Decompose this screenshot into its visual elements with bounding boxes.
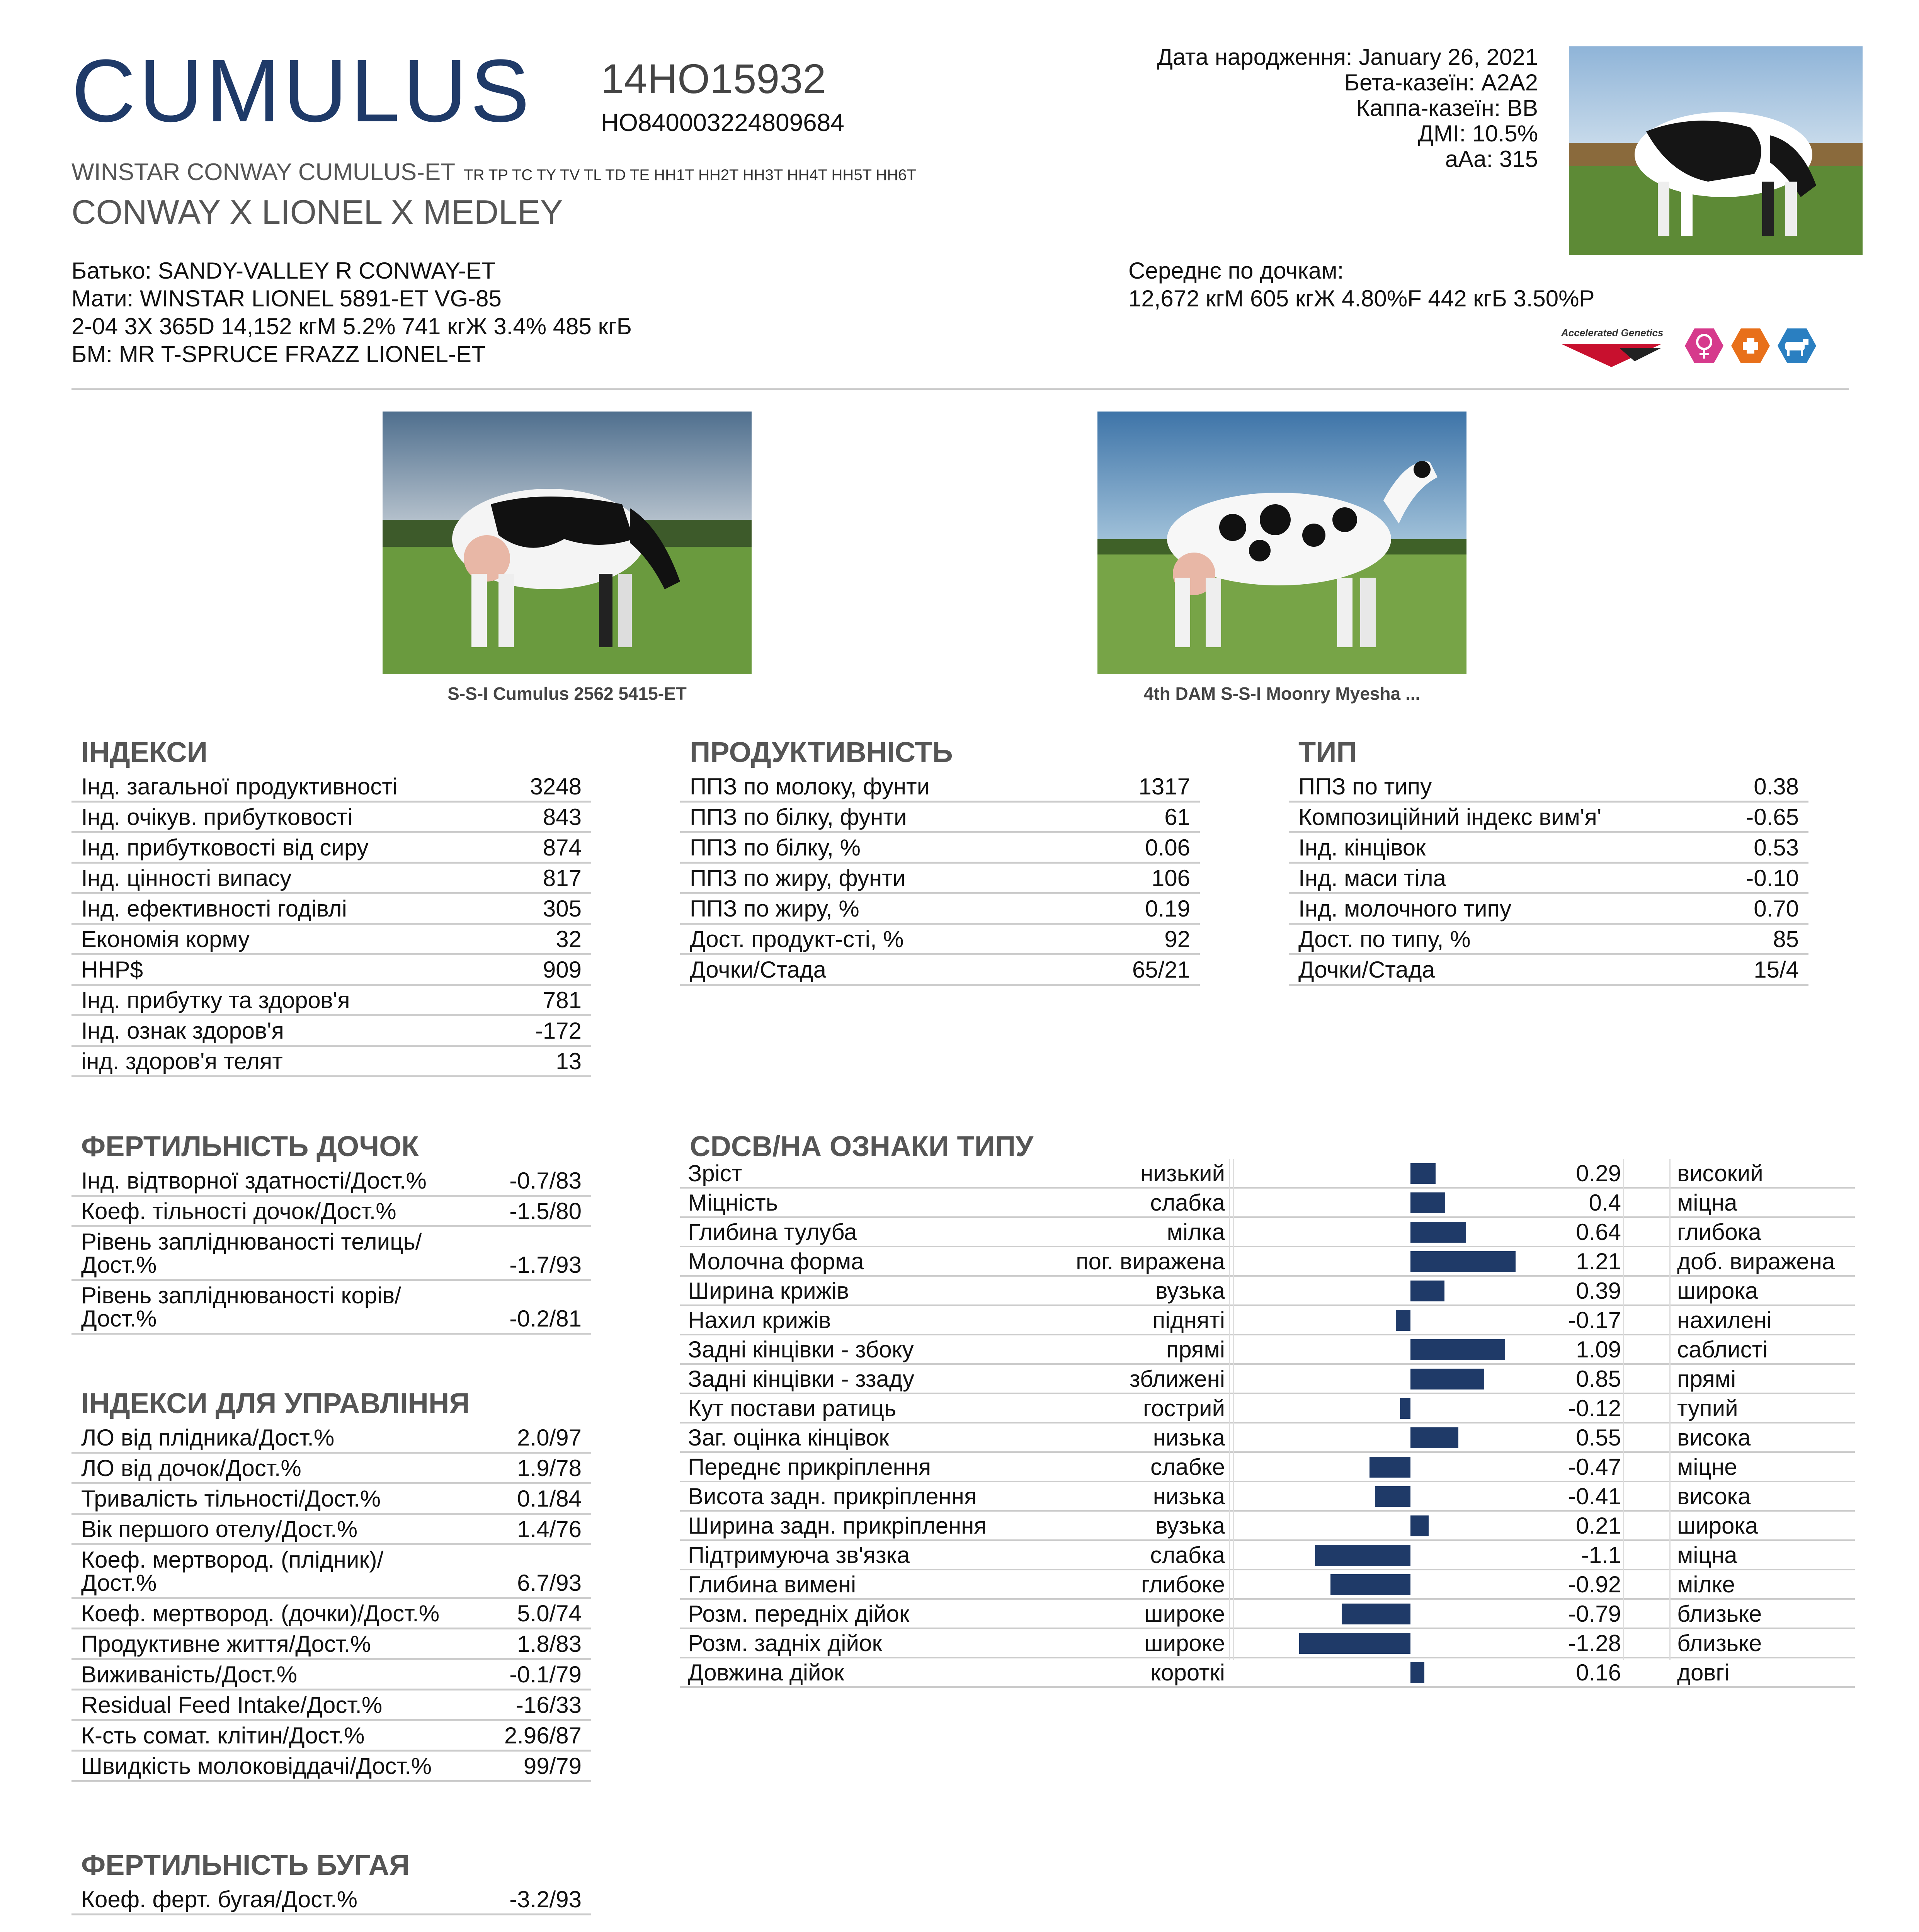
row-label: ППЗ по жиру, фунти xyxy=(690,865,906,891)
trait-name: Переднє прикріплення xyxy=(688,1454,931,1480)
trait-low-label: низька xyxy=(1153,1425,1225,1451)
daughter-photo xyxy=(383,412,752,674)
row-value: 305 xyxy=(543,896,582,922)
row-label: Виживаність/Дост.% xyxy=(81,1662,298,1687)
row-value: -0.1/79 xyxy=(509,1662,582,1687)
table-row xyxy=(71,1166,591,1197)
row-value: 2.96/87 xyxy=(504,1723,582,1748)
trait-high-label: мілке xyxy=(1677,1571,1735,1597)
trait-value: 0.29 xyxy=(1576,1160,1621,1186)
type-trait-row xyxy=(680,1658,1855,1688)
row-value: -16/33 xyxy=(515,1692,582,1718)
birth-date: Дата народження: January 26, 2021 xyxy=(1157,44,1538,70)
brand-text: Accelerated Genetics xyxy=(1561,327,1664,338)
table-row xyxy=(71,803,591,833)
row-value: 13 xyxy=(556,1048,582,1074)
table-row xyxy=(71,772,591,803)
brand-logos xyxy=(1557,325,1863,375)
pedigree-block xyxy=(71,257,632,368)
table-row xyxy=(680,772,1200,803)
bull-photo-small xyxy=(1569,46,1863,255)
full-name-text: WINSTAR CONWAY CUMULUS-ET xyxy=(71,159,456,185)
row-value: 0.53 xyxy=(1754,835,1799,861)
trait-value: 0.64 xyxy=(1576,1219,1621,1245)
row-label: Інд. загальної продуктивності xyxy=(81,774,398,799)
trait-low-label: низький xyxy=(1140,1160,1225,1186)
table-row xyxy=(680,894,1200,925)
trait-name: Кут постави ратиць xyxy=(688,1395,897,1421)
indexes-title: ІНДЕКСИ xyxy=(81,736,208,768)
row-value: 817 xyxy=(543,865,582,891)
table-row xyxy=(71,1660,591,1690)
trait-bar xyxy=(1369,1457,1410,1478)
row-label: ЛО від плідника/Дост.% xyxy=(81,1425,335,1451)
trait-low-label: вузька xyxy=(1155,1278,1225,1304)
dmi: ДМІ: 10.5% xyxy=(1418,121,1538,146)
fertility-daughters-title: ФЕРТИЛЬНІСТЬ ДОЧОК xyxy=(81,1130,419,1162)
table-row xyxy=(71,1047,591,1077)
chart-divider xyxy=(1669,1159,1671,1660)
fertility-daughters-section xyxy=(71,1132,591,1335)
photo-caption-2: 4th DAM S-S-I Moonry Myesha ... xyxy=(1143,684,1421,704)
row-value: 909 xyxy=(543,957,582,983)
type-trait-row xyxy=(680,1247,1855,1277)
type-section xyxy=(1289,738,1808,986)
row-label: ППЗ по білку, % xyxy=(690,835,861,861)
trait-bar xyxy=(1410,1427,1458,1448)
trait-high-label: високий xyxy=(1677,1160,1763,1186)
table-row xyxy=(71,1599,591,1629)
row-value: -0.2/81 xyxy=(509,1306,582,1332)
row-label: ППЗ по білку, фунти xyxy=(690,804,907,830)
table-row xyxy=(71,986,591,1016)
row-label: Рівень запліднюваності телиць/ Дост.% xyxy=(81,1229,422,1278)
trait-high-label: саблисті xyxy=(1677,1337,1768,1362)
dam-line: Мати: WINSTAR LIONEL 5891-ET VG-85 xyxy=(71,286,502,311)
type-title: ТИП xyxy=(1298,736,1357,768)
type-trait-row xyxy=(680,1423,1855,1453)
row-value: 85 xyxy=(1773,926,1799,952)
table-row xyxy=(71,1281,591,1335)
row-value: 1.4/76 xyxy=(517,1516,582,1542)
trait-value: 1.21 xyxy=(1576,1248,1621,1274)
trait-high-label: доб. виражена xyxy=(1677,1248,1835,1274)
trait-name: Зріст xyxy=(688,1160,742,1186)
row-value: 99/79 xyxy=(523,1753,582,1779)
row-value: 61 xyxy=(1164,804,1190,830)
row-value: 0.38 xyxy=(1754,774,1799,799)
trait-name: Розм. задніх дійок xyxy=(688,1630,882,1656)
pedigree-line: CONWAY X LIONEL X MEDLEY xyxy=(71,193,563,231)
row-value: -0.10 xyxy=(1746,865,1799,891)
row-value: 6.7/93 xyxy=(517,1570,582,1596)
trait-value: 1.09 xyxy=(1576,1337,1621,1362)
row-label: ППЗ по молоку, фунти xyxy=(690,774,930,799)
trait-bar xyxy=(1410,1192,1445,1213)
indexes-table xyxy=(71,772,591,1077)
row-value: 2.0/97 xyxy=(517,1425,582,1451)
trait-value: -1.1 xyxy=(1581,1542,1621,1568)
row-value: 0.1/84 xyxy=(517,1486,582,1512)
row-label: Продуктивне життя/Дост.% xyxy=(81,1631,371,1657)
mgs-line: БМ: MR T-SPRUCE FRAZZ LIONEL-ET xyxy=(71,341,486,367)
accelerated-genetics-logo xyxy=(1561,327,1663,367)
cow-icon xyxy=(1778,328,1816,363)
trait-bar xyxy=(1410,1163,1436,1184)
trait-bar xyxy=(1410,1251,1516,1272)
type-traits-title: CDCB/НА ОЗНАКИ ТИПУ xyxy=(690,1130,1034,1162)
type-trait-row xyxy=(680,1541,1855,1570)
trait-bar xyxy=(1410,1369,1484,1389)
genomic-info xyxy=(1128,44,1538,172)
trait-name: Нахил крижів xyxy=(688,1307,831,1333)
trait-bar xyxy=(1330,1574,1410,1595)
type-trait-row xyxy=(680,1365,1855,1394)
type-trait-row xyxy=(680,1306,1855,1335)
type-trait-row xyxy=(680,1482,1855,1512)
row-value: 1317 xyxy=(1138,774,1190,799)
table-row xyxy=(1289,894,1808,925)
table-row xyxy=(680,955,1200,986)
row-label: інд. здоров'я телят xyxy=(81,1048,283,1074)
row-value: 0.70 xyxy=(1754,896,1799,922)
trait-bar xyxy=(1315,1545,1411,1566)
row-label: ППЗ по жиру, % xyxy=(690,896,859,922)
management-table xyxy=(71,1423,591,1782)
trait-low-label: слабка xyxy=(1150,1190,1225,1216)
trait-bar xyxy=(1410,1339,1505,1360)
kappa-casein: Каппа-казеїн: BB xyxy=(1356,95,1538,121)
bull-fertility-section xyxy=(71,1851,591,1915)
trait-bar xyxy=(1410,1515,1429,1536)
row-value: 92 xyxy=(1164,926,1190,952)
table-row xyxy=(71,1885,591,1915)
haplotypes: TR TP TC TY TV TL TD TE HH1T HH2T HH3T HH4T HH5T HH6T xyxy=(464,167,916,184)
photo-caption-1: S-S-I Cumulus 2562 5415-ET xyxy=(447,684,687,704)
dam-photo xyxy=(1097,412,1466,674)
trait-low-label: низька xyxy=(1153,1483,1225,1509)
row-label: HHP$ xyxy=(81,957,143,983)
trait-value: 0.39 xyxy=(1576,1278,1621,1304)
type-trait-row xyxy=(680,1335,1855,1365)
trait-low-label: слабка xyxy=(1150,1542,1225,1568)
trait-value: -0.17 xyxy=(1568,1307,1621,1333)
trait-low-label: слабке xyxy=(1150,1454,1225,1480)
row-value: -3.2/93 xyxy=(509,1886,582,1912)
trait-value: 0.4 xyxy=(1589,1190,1621,1216)
row-value: 781 xyxy=(543,987,582,1013)
fertility-daughters-table xyxy=(71,1166,591,1335)
table-row xyxy=(71,1752,591,1782)
table-row xyxy=(71,894,591,925)
trait-low-label: зближені xyxy=(1129,1366,1225,1392)
daughter-average-label: Середнє по дочкам: xyxy=(1128,258,1344,284)
table-row xyxy=(1289,803,1808,833)
trait-value: -0.41 xyxy=(1568,1483,1621,1509)
row-value: 0.19 xyxy=(1145,896,1190,922)
trait-name: Задні кінцівки - збоку xyxy=(688,1337,914,1362)
type-trait-row xyxy=(680,1629,1855,1658)
table-row xyxy=(71,1423,591,1454)
row-label: Інд. кінцівок xyxy=(1298,835,1426,861)
row-value: 32 xyxy=(556,926,582,952)
dam-record: 2-04 3X 365D 14,152 кгМ 5.2% 741 кгЖ 3.4% 485 кгБ xyxy=(71,313,632,339)
trait-name: Заг. оцінка кінцівок xyxy=(688,1425,889,1451)
row-label: Дост. продукт-сті, % xyxy=(690,926,904,952)
bull-fertility-table xyxy=(71,1885,591,1915)
production-table xyxy=(680,772,1200,986)
chart-divider xyxy=(1229,1159,1230,1660)
table-row xyxy=(71,1197,591,1227)
row-label: Економія корму xyxy=(81,926,250,952)
female-icon xyxy=(1685,328,1723,363)
row-value: -0.7/83 xyxy=(509,1168,582,1194)
trait-low-label: підняті xyxy=(1152,1307,1225,1333)
trait-value: -0.47 xyxy=(1568,1454,1621,1480)
trait-value: -0.12 xyxy=(1568,1395,1621,1421)
row-value: -1.5/80 xyxy=(509,1198,582,1224)
row-label: Вік першого отелу/Дост.% xyxy=(81,1516,358,1542)
trait-low-label: вузька xyxy=(1155,1513,1225,1539)
row-label: Дост. по типу, % xyxy=(1298,926,1471,952)
health-cross-icon xyxy=(1731,328,1770,363)
indexes-section xyxy=(71,738,591,1077)
row-value: 1.8/83 xyxy=(517,1631,582,1657)
trait-high-label: висока xyxy=(1677,1425,1751,1451)
trait-high-label: довгі xyxy=(1677,1660,1730,1685)
type-trait-row xyxy=(680,1512,1855,1541)
trait-high-label: нахилені xyxy=(1677,1307,1772,1333)
trait-value: -0.92 xyxy=(1568,1571,1621,1597)
trait-low-label: прямі xyxy=(1166,1337,1225,1362)
trait-value: 0.21 xyxy=(1576,1513,1621,1539)
trait-high-label: широка xyxy=(1677,1513,1758,1539)
row-value: 1.9/78 xyxy=(517,1455,582,1481)
table-row xyxy=(680,833,1200,864)
header-divider xyxy=(71,388,1849,390)
row-value: -0.65 xyxy=(1746,804,1799,830)
table-row xyxy=(680,925,1200,955)
trait-low-label: короткі xyxy=(1150,1660,1225,1685)
trait-low-label: широке xyxy=(1144,1601,1225,1627)
chart-divider xyxy=(1233,1159,1234,1660)
trait-name: Довжина дійок xyxy=(688,1660,844,1685)
trait-name: Висота задн. прикріплення xyxy=(688,1483,977,1509)
table-row xyxy=(71,1016,591,1047)
trait-high-label: широка xyxy=(1677,1278,1758,1304)
trait-bar xyxy=(1400,1398,1410,1419)
trait-high-label: тупий xyxy=(1677,1395,1738,1421)
trait-high-label: міцна xyxy=(1677,1542,1737,1568)
row-label: Тривалість тільності/Дост.% xyxy=(81,1486,381,1512)
trait-high-label: близьке xyxy=(1677,1601,1762,1627)
table-row xyxy=(71,833,591,864)
row-value: 843 xyxy=(543,804,582,830)
row-label: Інд. прибутку та здоров'я xyxy=(81,987,350,1013)
table-row xyxy=(71,864,591,894)
row-value: -1.7/93 xyxy=(509,1252,582,1278)
sire-line: Батько: SANDY-VALLEY R CONWAY-ET xyxy=(71,258,496,284)
trait-high-label: міцна xyxy=(1677,1190,1737,1216)
table-row xyxy=(71,1454,591,1484)
row-label: Інд. прибутковості від сиру xyxy=(81,835,369,861)
trait-low-label: широке xyxy=(1144,1630,1225,1656)
trait-bar xyxy=(1396,1310,1410,1331)
trait-name: Ширина задн. прикріплення xyxy=(688,1513,987,1539)
row-value: 0.06 xyxy=(1145,835,1190,861)
trait-low-label: гострий xyxy=(1143,1395,1225,1421)
table-row xyxy=(680,803,1200,833)
trait-low-label: пог. виражена xyxy=(1076,1248,1225,1274)
row-value: 874 xyxy=(543,835,582,861)
trait-value: 0.16 xyxy=(1576,1660,1621,1685)
trait-high-label: близьке xyxy=(1677,1630,1762,1656)
type-trait-row xyxy=(680,1159,1855,1189)
daughter-average xyxy=(1128,257,1595,313)
production-section xyxy=(680,738,1200,986)
row-label: Композиційний індекс вим'я' xyxy=(1298,804,1602,830)
trait-bar xyxy=(1342,1604,1410,1624)
trait-bar xyxy=(1410,1222,1466,1243)
trait-name: Підтримуюча зв'язка xyxy=(688,1542,910,1568)
chart-divider xyxy=(1623,1159,1624,1660)
table-row xyxy=(71,1721,591,1752)
management-section xyxy=(71,1389,591,1782)
trait-bar xyxy=(1410,1281,1444,1301)
trait-value: 0.55 xyxy=(1576,1425,1621,1451)
row-label: Інд. очікув. прибутковості xyxy=(81,804,353,830)
table-row xyxy=(71,1545,591,1599)
row-label: ЛО від дочок/Дост.% xyxy=(81,1455,301,1481)
type-trait-row xyxy=(680,1453,1855,1482)
trait-value: -0.79 xyxy=(1568,1601,1621,1627)
row-label: Коеф. мертвород. (дочки)/Дост.% xyxy=(81,1600,440,1626)
row-value: 15/4 xyxy=(1754,957,1799,983)
production-title: ПРОДУКТИВНІСТЬ xyxy=(690,736,953,768)
row-label: Інд. ефективності годівлі xyxy=(81,896,347,922)
table-row xyxy=(1289,833,1808,864)
type-trait-row xyxy=(680,1394,1855,1423)
management-title: ІНДЕКСИ ДЛЯ УПРАВЛІННЯ xyxy=(81,1387,470,1419)
trait-name: Ширина крижів xyxy=(688,1278,849,1304)
type-trait-row xyxy=(680,1218,1855,1247)
trait-name: Міцність xyxy=(688,1190,778,1216)
row-label: ППЗ по типу xyxy=(1298,774,1432,799)
bull-fertility-title: ФЕРТИЛЬНІСТЬ БУГАЯ xyxy=(81,1849,410,1881)
trait-low-label: мілка xyxy=(1167,1219,1225,1245)
trait-high-label: глибока xyxy=(1677,1219,1761,1245)
row-label: Швидкість молоковіддачі/Дост.% xyxy=(81,1753,432,1779)
trait-value: 0.85 xyxy=(1576,1366,1621,1392)
type-trait-row xyxy=(680,1600,1855,1629)
table-row xyxy=(71,1515,591,1545)
trait-name: Розм. передніх дійок xyxy=(688,1601,910,1627)
table-row xyxy=(71,1484,591,1515)
trait-bar xyxy=(1375,1486,1410,1507)
trait-name: Глибина тулуба xyxy=(688,1219,857,1245)
trait-value: -1.28 xyxy=(1568,1630,1621,1656)
type-traits-chart xyxy=(680,1159,1855,1688)
row-label: Рівень запліднюваності корів/ Дост.% xyxy=(81,1282,401,1332)
row-label: Інд. відтворної здатності/Дост.% xyxy=(81,1168,427,1194)
table-row xyxy=(71,1227,591,1281)
row-value: 106 xyxy=(1151,865,1190,891)
trait-low-label: глибоке xyxy=(1141,1571,1225,1597)
row-label: Коеф. ферт. бугая/Дост.% xyxy=(81,1886,358,1912)
row-value: 5.0/74 xyxy=(517,1600,582,1626)
table-row xyxy=(71,1690,591,1721)
full-name xyxy=(71,160,916,184)
row-value: -172 xyxy=(535,1018,582,1044)
row-label: Residual Feed Intake/Дост.% xyxy=(81,1692,383,1718)
row-label: Інд. молочного типу xyxy=(1298,896,1512,922)
beta-casein: Бета-казеїн: A2A2 xyxy=(1344,70,1538,95)
registration-number: HO840003224809684 xyxy=(601,109,844,136)
bull-name: CUMULUS xyxy=(71,41,533,140)
type-table xyxy=(1289,772,1808,986)
table-row xyxy=(1289,864,1808,894)
row-value: 65/21 xyxy=(1132,957,1190,983)
trait-name: Молочна форма xyxy=(688,1248,864,1274)
table-row xyxy=(680,864,1200,894)
row-label: Інд. ознак здоров'я xyxy=(81,1018,284,1044)
type-trait-row xyxy=(680,1189,1855,1218)
table-row xyxy=(1289,955,1808,986)
daughter-average-values: 12,672 кгМ 605 кгЖ 4.80%F 442 кгБ 3.50%P xyxy=(1128,286,1595,311)
bull-code: 14HO15932 xyxy=(601,55,826,102)
table-row xyxy=(71,1629,591,1660)
table-row xyxy=(1289,925,1808,955)
trait-name: Задні кінцівки - ззаду xyxy=(688,1366,914,1392)
type-trait-row xyxy=(680,1570,1855,1600)
row-label: Інд. цінності випасу xyxy=(81,865,292,891)
row-label: Інд. маси тіла xyxy=(1298,865,1446,891)
row-value: 3248 xyxy=(530,774,582,799)
aaa-code: aAa: 315 xyxy=(1445,146,1538,172)
trait-name: Глибина вимені xyxy=(688,1571,856,1597)
table-row xyxy=(71,955,591,986)
trait-high-label: міцне xyxy=(1677,1454,1737,1480)
row-label: К-сть сомат. клітин/Дост.% xyxy=(81,1723,365,1748)
table-row xyxy=(71,925,591,955)
row-label: Дочки/Стада xyxy=(690,957,826,983)
trait-bar xyxy=(1410,1662,1424,1683)
trait-high-label: висока xyxy=(1677,1483,1751,1509)
row-label: Коеф. мертвород. (плідник)/ Дост.% xyxy=(81,1547,384,1596)
row-label: Коеф. тільності дочок/Дост.% xyxy=(81,1198,396,1224)
table-row xyxy=(1289,772,1808,803)
row-label: Дочки/Стада xyxy=(1298,957,1435,983)
type-trait-row xyxy=(680,1277,1855,1306)
trait-high-label: прямі xyxy=(1677,1366,1736,1392)
trait-bar xyxy=(1299,1633,1410,1654)
